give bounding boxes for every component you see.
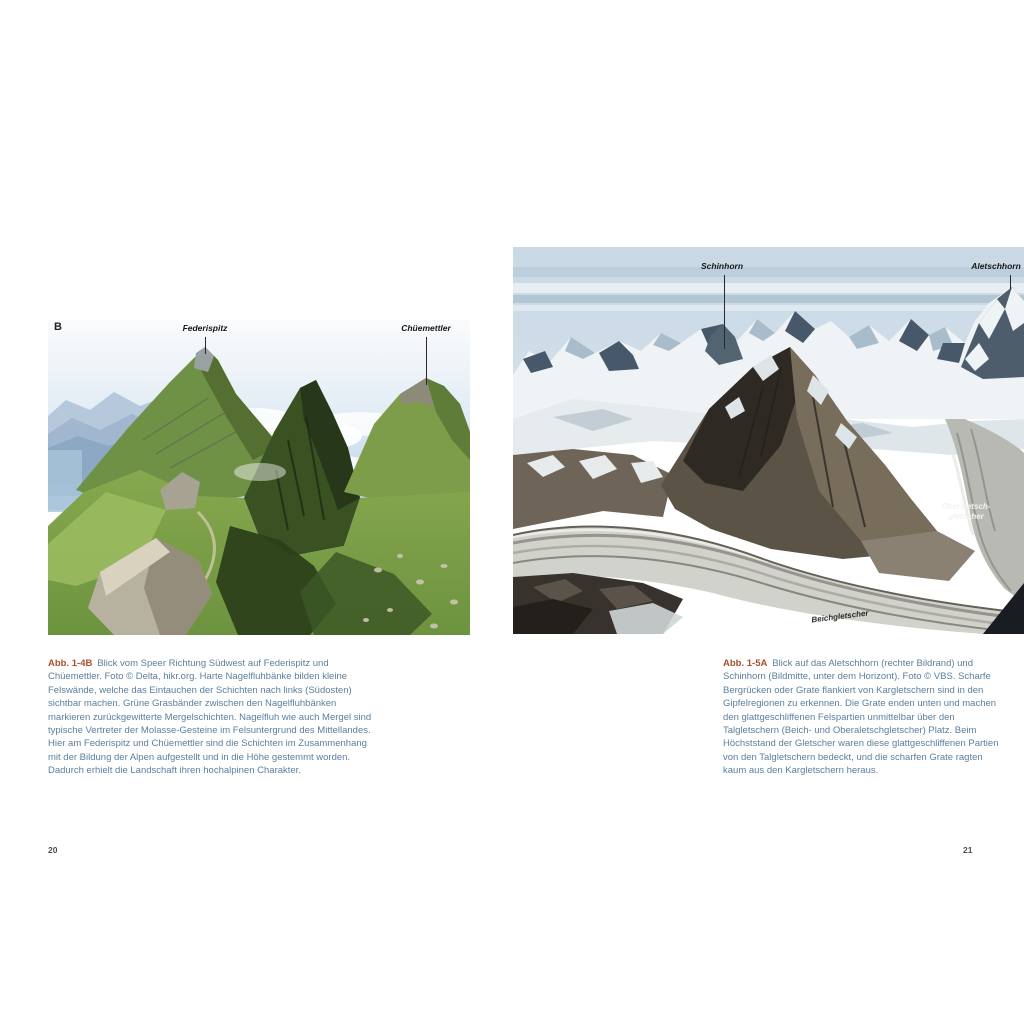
glacier-label-oberaletschgletscher [942,502,991,521]
caption-right-label: Abb. 1-5A [723,658,768,669]
caption-right [723,657,1008,778]
photo-aletschhorn-glaciers [513,247,1024,634]
oberaletsch-label-line2: gletscher [948,511,984,521]
leader-line-schinhorn [724,275,725,349]
oberaletsch-label-line1: Oberaletsch- [941,502,991,511]
peak-label-federispitz [183,323,228,333]
page-number-right: 21 [963,845,973,855]
figure-letter-b: B [54,321,62,333]
mountain-photo-illustration [48,320,470,635]
peak-label-schinhorn-text: Schinhorn [700,261,744,271]
photo-federispitz-ridge [48,320,470,635]
beichgletscher-label-text: Beichgletscher [810,608,869,625]
peak-label-chuemettler [401,323,451,333]
peak-label-schinhorn [701,261,743,271]
leader-line-aletschhorn [1010,275,1011,289]
caption-left [48,657,378,778]
caption-left-label: Abb. 1-4B [48,658,93,669]
caption-left-text: Blick vom Speer Richtung Südwest auf Federispitz und Chüemettler. Foto © Delta, hikr.org. Harte Nagelfluhbänke bilden kleine Felswände, welche das Eintauchen der Schichten nach links (Südosten) sichtbar machen. Grüne Grasbänder zwischen den Nagelfluhbänken markieren zurückgewitterte Mergelschichten. Nagelfluh wie auch Mergel sind typische Vertreter der Molasse-Gesteine im Felsuntergrund des Mittellandes. Hier am Federispitz und Chüemettler sind die Schichten im Zusammenhang mit der Bildung der Alpen aufgestellt und in die Höhe gestemmt worden. Dadurch erhielt die Landschaft ihren hochalpinen Charakter. [48,658,372,777]
page-number-left: 20 [48,845,58,855]
peak-label-federispitz-text: Federispitz [182,323,228,333]
caption-right-text: Blick auf das Aletschhorn (rechter Bildrand) und Schinhorn (Bildmitte, unter dem Horizont). Foto © VBS. Scharfe Bergrücken oder Grate flankiert von Kargletschern sind in den Gipfelregionen zu erkennen. Die Grate enden unten und machen den glattgeschliffenen Felspartien unmittelbar über den Talgletschern (Beich- und Oberaletschgletscher) Platz. Beim Höchststand der Gletscher waren diese glattgeschliffenen Partien von den Talgletschern bedeckt, und die scharfen Grate ragten kaum aus den Kargletschern heraus. [723,658,999,777]
peak-label-aletschhorn [971,261,1021,271]
leader-line-federispitz [205,337,206,354]
peak-label-aletschhorn-text: Aletschhorn [971,261,1021,271]
peak-label-chuemettler-text: Chüemettler [401,323,451,333]
glacier-photo-illustration [513,247,1024,634]
leader-line-chuemettler [426,337,427,385]
